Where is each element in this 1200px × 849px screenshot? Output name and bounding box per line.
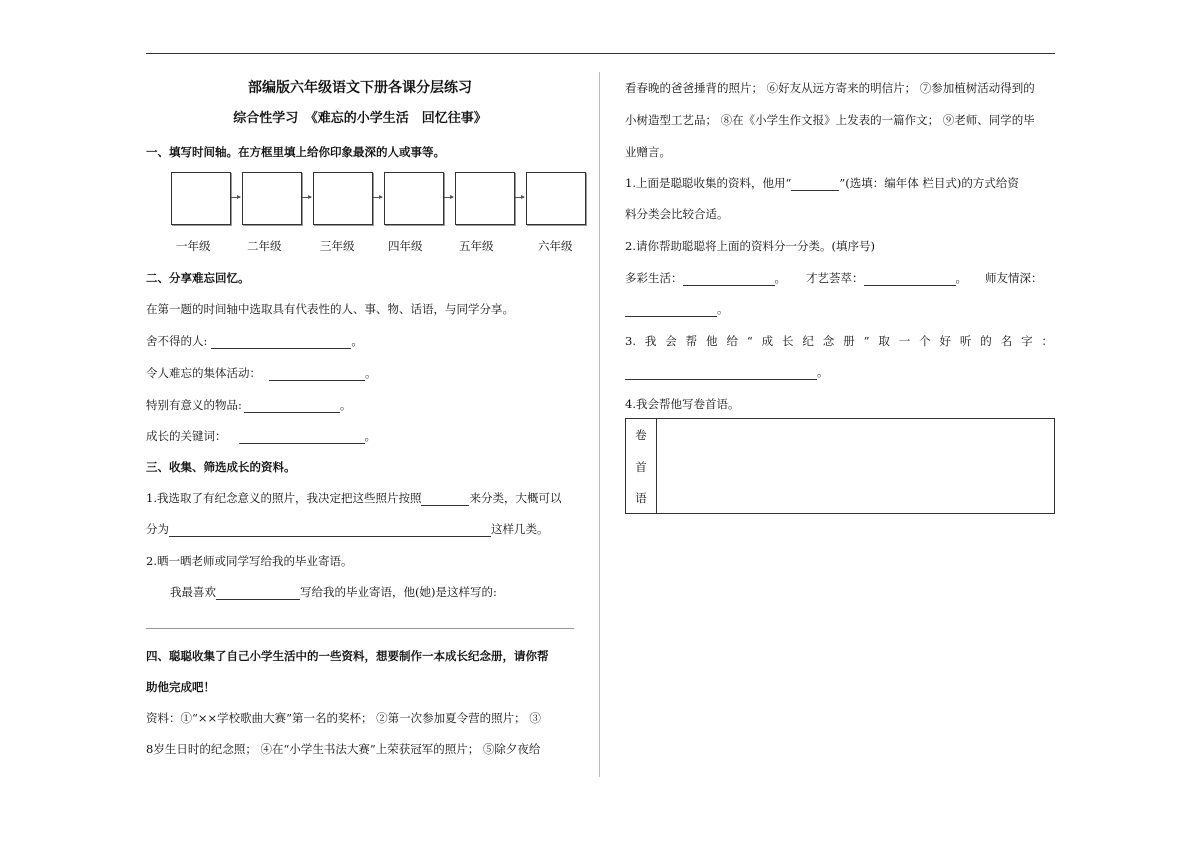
q-char: 我 — [644, 334, 657, 348]
answer-blank[interactable] — [169, 524, 491, 537]
q-char: 册 — [843, 334, 855, 348]
timeline-box-2[interactable] — [242, 172, 302, 225]
answer-blank[interactable] — [216, 587, 300, 600]
q-char: 好 — [939, 334, 952, 348]
q-char: 长 — [782, 334, 794, 348]
q-char: 他 — [706, 334, 718, 348]
fill-line — [146, 397, 351, 413]
section3-q2: 2.晒一晒老师或同学写给我的毕业寄语。 — [146, 554, 353, 568]
answer-blank[interactable] — [244, 400, 340, 413]
grade-label: 六年级 — [538, 239, 573, 253]
preface-label-cell — [626, 419, 657, 513]
q-text: 1.我选取了有纪念意义的照片，我决定把这些照片按照 — [146, 491, 422, 505]
right-q3-cont — [625, 364, 829, 380]
category-label: 师友情深： — [985, 271, 1043, 285]
category-label: 多彩生活： — [625, 271, 683, 285]
answer-blank[interactable] — [625, 304, 717, 317]
fill-line — [146, 428, 376, 444]
answer-blank[interactable] — [421, 493, 469, 506]
q-char: 会 — [665, 334, 677, 348]
fill-line — [146, 365, 377, 381]
period: 。 — [339, 398, 352, 412]
timeline-box-6[interactable] — [526, 172, 586, 225]
timeline-box-1[interactable] — [171, 172, 231, 225]
right-q3 — [625, 333, 1053, 349]
q-char: 听 — [959, 334, 972, 348]
answer-blank[interactable] — [791, 178, 839, 191]
grade-label: 二年级 — [247, 239, 282, 253]
answer-blank[interactable] — [239, 431, 365, 444]
section3-q1 — [146, 490, 561, 506]
right-q1 — [625, 175, 1019, 191]
q-char: 纪 — [802, 334, 814, 348]
period: 。 — [351, 334, 363, 348]
material-line: 8岁生日时的纪念照； ④在“小学生书法大赛”上荣获冠军的照片； ⑤除夕夜给 — [146, 742, 541, 756]
q-char: 念 — [822, 334, 835, 348]
section3-heading: 三、收集、筛选成长的资料。 — [146, 460, 296, 474]
q-text: 分为 — [146, 522, 169, 536]
q-char: 名 — [1000, 334, 1013, 348]
preface-label-char: 卷 — [635, 428, 647, 442]
q-text: 来分类，大概可以 — [469, 491, 562, 505]
q-text: 这样几类。 — [491, 522, 549, 536]
answer-blank[interactable] — [625, 367, 817, 380]
fill-line — [146, 333, 363, 349]
page-subtitle: 综合性学习 《难忘的小学生活 回忆往事》 — [233, 111, 487, 126]
page-title: 部编版六年级语文下册各课分层练习 — [248, 80, 472, 96]
fill-label: 特别有意义的物品: — [146, 398, 242, 412]
period: 。 — [774, 271, 786, 285]
period: 。 — [817, 365, 829, 379]
timeline-arrow — [373, 197, 382, 198]
section2-intro: 在第一题的时间轴中选取具有代表性的人、事、物、话语，与同学分享。 — [146, 302, 514, 316]
q-char: ” — [863, 334, 870, 348]
category-line — [625, 270, 1043, 286]
q-text: 1.上面是聪聪收集的资料，他用“ — [625, 176, 792, 190]
column-divider — [599, 72, 600, 777]
grade-label: 三年级 — [320, 239, 355, 253]
right-q2: 2.请你帮助聪聪将上面的资料分一分类。(填序号) — [625, 239, 875, 253]
right-q1-cont: 料分类会比较合适。 — [625, 207, 729, 221]
q-char: 的 — [980, 334, 992, 348]
grade-label: 五年级 — [459, 239, 494, 253]
material-line: 资料：①“××学校歌曲大赛”第一名的奖杯； ②第一次参加夏令营的照片； ③ — [146, 711, 541, 725]
material-line: 看春晚的爸爸捶背的照片； ⑥好友从远方寄来的明信片； ⑦参加植树活动得到的 — [625, 81, 1035, 95]
q-text: 我最喜欢 — [170, 585, 216, 599]
q-text: 写给我的毕业寄语，他(她)是这样写的: — [300, 585, 497, 599]
answer-blank[interactable] — [269, 368, 365, 381]
section1-heading: 一、填写时间轴。在方框里填上给你印象最深的人或事等。 — [146, 145, 445, 159]
timeline-box-5[interactable] — [455, 172, 515, 225]
answer-blank[interactable] — [683, 273, 775, 286]
q-char: ： — [1041, 334, 1053, 348]
q-char: 成 — [761, 334, 774, 348]
timeline-arrow — [515, 197, 524, 198]
q-char: 取 — [878, 334, 890, 348]
q-text: ”(选填：编年体 栏目式)的方式给资 — [839, 176, 1019, 190]
timeline-arrow — [231, 197, 240, 198]
material-line: 业赠言。 — [625, 145, 671, 159]
timeline-arrow — [302, 197, 311, 198]
preface-label-char: 语 — [635, 491, 647, 505]
q-char: 一 — [898, 334, 911, 348]
answer-line[interactable] — [146, 628, 574, 629]
right-q4: 4.我会帮他写卷首语。 — [625, 397, 740, 411]
grade-label: 四年级 — [388, 239, 423, 253]
period: 。 — [955, 271, 967, 285]
q-char: “ — [746, 334, 753, 348]
timeline-arrow — [444, 197, 453, 198]
answer-blank[interactable] — [864, 273, 956, 286]
period: 。 — [717, 302, 729, 316]
section4-heading-cont: 助他完成吧！ — [146, 680, 215, 694]
section3-q1-cont — [146, 521, 549, 537]
timeline-box-3[interactable] — [313, 172, 373, 225]
q-char: 帮 — [685, 334, 698, 348]
period: 。 — [365, 366, 377, 380]
preface-answer-area[interactable] — [657, 419, 1054, 513]
top-rule — [146, 53, 1055, 54]
fill-label: 成长的关键词： — [146, 429, 227, 443]
preface-table — [625, 418, 1055, 514]
q-char: 个 — [919, 334, 931, 348]
category-label: 才艺荟萃： — [806, 271, 864, 285]
period: 。 — [364, 429, 376, 443]
answer-blank[interactable] — [211, 336, 351, 349]
fill-label: 令人难忘的集体活动： — [146, 366, 261, 380]
material-line: 小树造型工艺品； ⑧在《小学生作文报》上发表的一篇作文； ⑨老师、同学的毕 — [625, 113, 1035, 127]
grade-label: 一年级 — [176, 239, 211, 253]
q-char: 3. — [625, 334, 636, 348]
preface-label-char: 首 — [635, 460, 647, 474]
section2-heading: 二、分享难忘回忆。 — [146, 271, 250, 285]
section4-heading: 四、聪聪收集了自己小学生活中的一些资料，想要制作一本成长纪念册，请你帮 — [146, 649, 549, 663]
category-line-cont — [625, 301, 729, 317]
fill-label: 舍不得的人: — [146, 334, 208, 348]
section3-q2-line — [170, 584, 497, 600]
q-char: 字 — [1021, 334, 1033, 348]
q-char: 给 — [726, 334, 738, 348]
timeline-box-4[interactable] — [384, 172, 444, 225]
